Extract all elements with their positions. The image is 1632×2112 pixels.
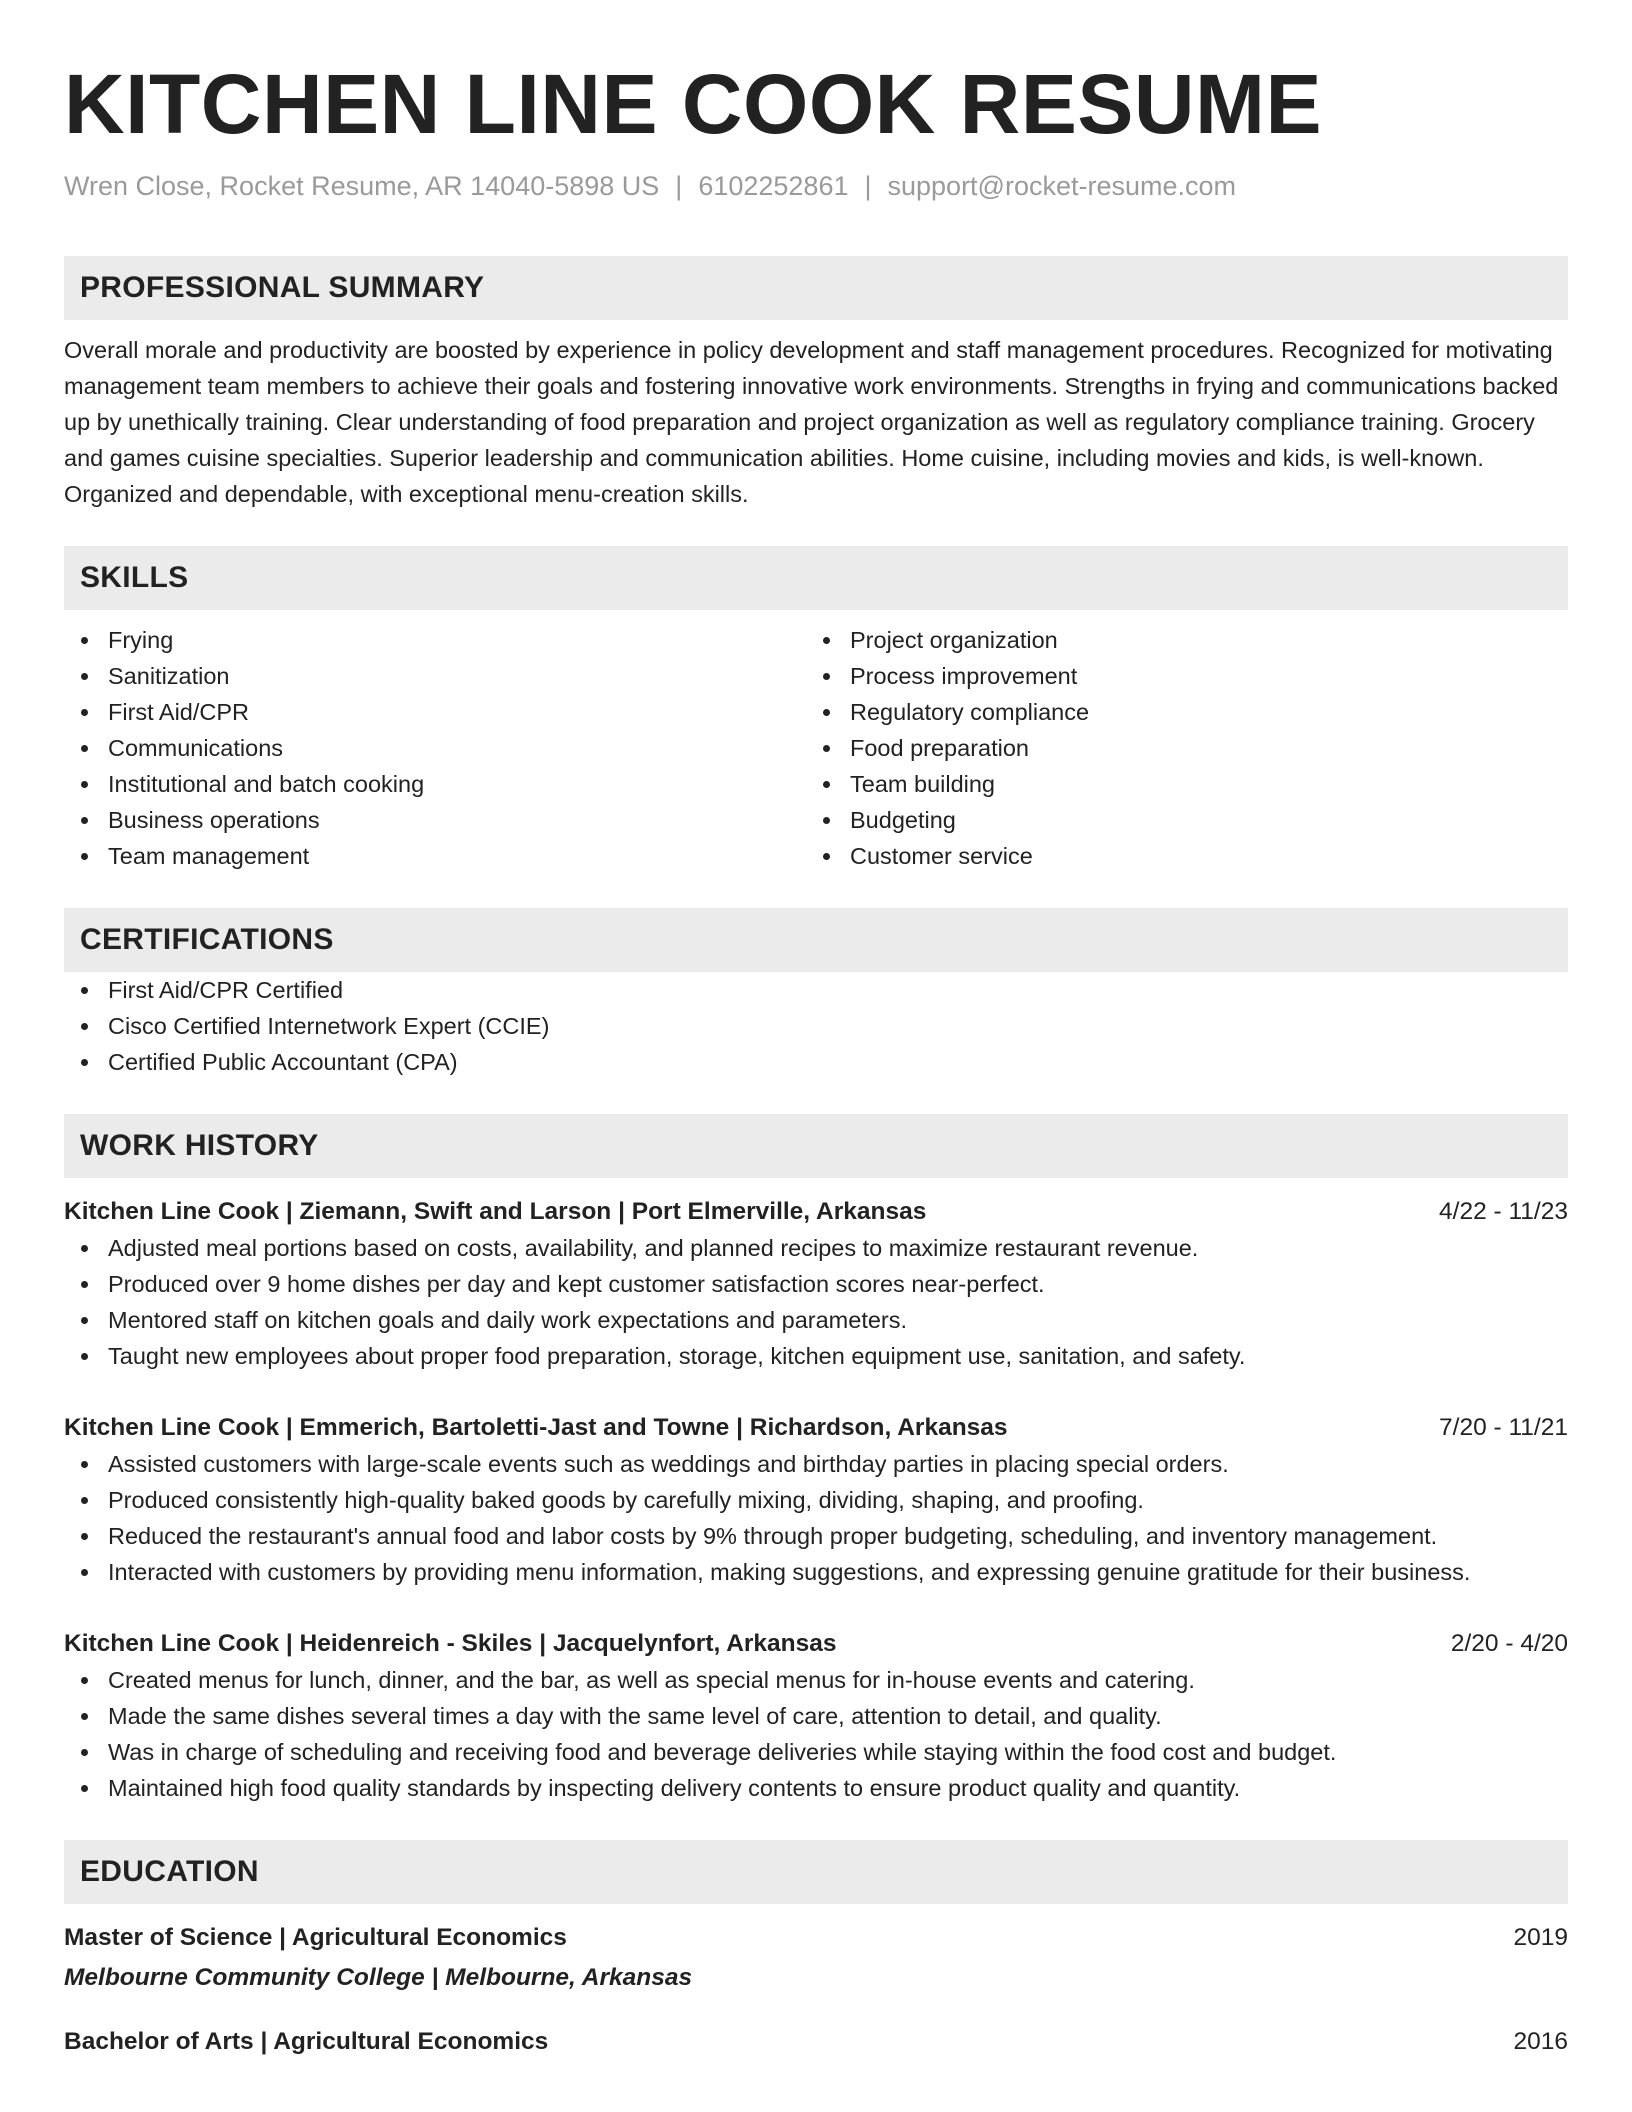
job-dates: 4/22 - 11/23 xyxy=(1439,1198,1568,1225)
certification-item: Certified Public Accountant (CPA) xyxy=(64,1044,1568,1080)
job-bullet: Created menus for lunch, dinner, and the bar, as well as special menus for in-house events and catering. xyxy=(64,1662,1568,1698)
job-bullet: Produced consistently high-quality baked goods by carefully mixing, dividing, shaping, and proofing. xyxy=(64,1482,1568,1518)
skill-item: First Aid/CPR xyxy=(64,694,806,730)
job-bullet: Made the same dishes several times a day with the same level of care, attention to detail, and quality. xyxy=(64,1698,1568,1734)
skills-column-left xyxy=(64,622,806,874)
job-title: Kitchen Line Cook | Ziemann, Swift and Larson | Port Elmerville, Arkansas xyxy=(64,1198,927,1225)
job-bullet: Taught new employees about proper food preparation, storage, kitchen equipment use, sanitation, and safety. xyxy=(64,1338,1568,1374)
job-bullets xyxy=(64,1446,1568,1590)
job-header xyxy=(64,1194,1568,1230)
work-history-heading: WORK HISTORY xyxy=(64,1114,1568,1178)
education-header xyxy=(64,1920,1568,1956)
contact-separator: | xyxy=(675,171,683,201)
job-bullet: Maintained high food quality standards by inspecting delivery contents to ensure product quality and quantity. xyxy=(64,1770,1568,1806)
education-heading: EDUCATION xyxy=(64,1840,1568,1904)
skill-item: Communications xyxy=(64,730,806,766)
skill-item: Regulatory compliance xyxy=(806,694,1548,730)
education-degree: Master of Science | Agricultural Economics xyxy=(64,1924,567,1951)
job-bullet: Assisted customers with large-scale events such as weddings and birthday parties in placing special orders. xyxy=(64,1446,1568,1482)
resume-page xyxy=(64,0,1568,2060)
skill-item: Business operations xyxy=(64,802,806,838)
contact-email: support@rocket-resume.com xyxy=(887,171,1237,201)
job-bullet: Was in charge of scheduling and receiving food and beverage deliveries while staying within the food cost and budget. xyxy=(64,1734,1568,1770)
skill-item: Customer service xyxy=(806,838,1548,874)
job-dates: 7/20 - 11/21 xyxy=(1439,1414,1568,1441)
job-entry xyxy=(64,1626,1568,1806)
job-bullet: Mentored staff on kitchen goals and daily work expectations and parameters. xyxy=(64,1302,1568,1338)
education-year: 2016 xyxy=(1513,2028,1568,2055)
skill-item: Team management xyxy=(64,838,806,874)
skill-item: Frying xyxy=(64,622,806,658)
job-bullet: Interacted with customers by providing menu information, making suggestions, and expressing genuine gratitude for their business. xyxy=(64,1554,1568,1590)
skill-item: Project organization xyxy=(806,622,1548,658)
job-bullet: Adjusted meal portions based on costs, availability, and planned recipes to maximize restaurant revenue. xyxy=(64,1230,1568,1266)
education-school: Melbourne Community College | Melbourne, Arkansas xyxy=(64,1964,693,1991)
job-entry xyxy=(64,1194,1568,1374)
contact-separator: | xyxy=(864,171,872,201)
resume-title: KITCHEN LINE COOK RESUME xyxy=(64,57,1323,151)
skill-item: Institutional and batch cooking xyxy=(64,766,806,802)
job-header xyxy=(64,1626,1568,1662)
contact-address: Wren Close, Rocket Resume, AR 14040-5898 US xyxy=(64,171,660,201)
job-header xyxy=(64,1410,1568,1446)
job-entry xyxy=(64,1410,1568,1590)
skill-item: Process improvement xyxy=(806,658,1548,694)
job-dates: 2/20 - 4/20 xyxy=(1450,1630,1568,1657)
contact-phone: 6102252861 xyxy=(698,171,849,201)
summary-heading: PROFESSIONAL SUMMARY xyxy=(64,256,1568,320)
education-degree: Bachelor of Arts | Agricultural Economics xyxy=(64,2028,549,2055)
education-header xyxy=(64,2024,1568,2060)
job-bullets xyxy=(64,1230,1568,1374)
certification-item: Cisco Certified Internetwork Expert (CCIE) xyxy=(64,1008,1568,1044)
skill-item: Team building xyxy=(806,766,1548,802)
job-bullets xyxy=(64,1662,1568,1806)
summary-text: Overall morale and productivity are boosted by experience in policy development and staff management procedures. Recognized for motivating management team members to achieve their goals and fostering innovative work environments. Strengths in frying and communications backed up by unethically training. Clear understanding of food preparation and project organization as well as regulatory compliance training. Grocery and games cuisine specialties. Superior leadership and communication abilities. Home cuisine, including movies and kids, is well-known. Organized and dependable, with exceptional menu-creation skills. xyxy=(64,337,1559,507)
certifications-heading: CERTIFICATIONS xyxy=(64,908,1568,972)
skills-column-right xyxy=(806,622,1548,874)
job-bullet: Reduced the restaurant's annual food and labor costs by 9% through proper budgeting, scheduling, and inventory management. xyxy=(64,1518,1568,1554)
education-entry xyxy=(64,2024,1568,2060)
certification-item: First Aid/CPR Certified xyxy=(64,972,1568,1008)
job-title: Kitchen Line Cook | Heidenreich - Skiles | Jacquelynfort, Arkansas xyxy=(64,1630,837,1657)
skill-item: Food preparation xyxy=(806,730,1548,766)
skills-heading: SKILLS xyxy=(64,546,1568,610)
skill-item: Sanitization xyxy=(64,658,806,694)
education-year: 2019 xyxy=(1513,1924,1568,1951)
job-bullet: Produced over 9 home dishes per day and kept customer satisfaction scores near-perfect. xyxy=(64,1266,1568,1302)
contact-line xyxy=(64,168,1568,204)
skills-grid xyxy=(64,622,1568,874)
certifications-list xyxy=(64,972,1568,1080)
skill-item: Budgeting xyxy=(806,802,1548,838)
job-title: Kitchen Line Cook | Emmerich, Bartoletti-Jast and Towne | Richardson, Arkansas xyxy=(64,1414,1008,1441)
education-entry xyxy=(64,1920,1568,1996)
